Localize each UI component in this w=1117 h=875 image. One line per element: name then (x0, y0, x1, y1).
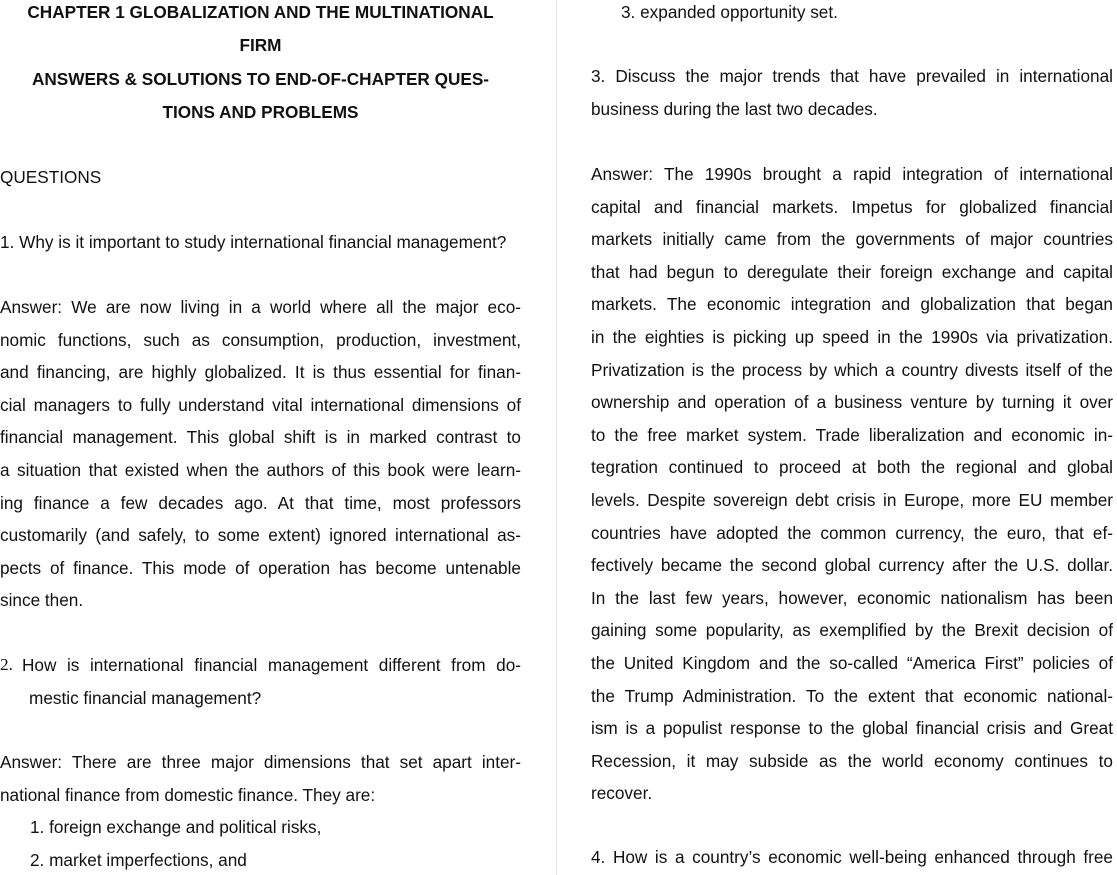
answer-3-line: the United Kingdom and the so-called “America First” policies of (591, 653, 1113, 673)
list-item-1: 1. foreign exchange and political risks, (30, 817, 322, 837)
chapter-title-line1: CHAPTER 1 GLOBALIZATION AND THE MULTINATIONAL (27, 2, 494, 22)
list-item-3: 3. expanded opportunity set. (621, 2, 838, 22)
answer-2-line: Answer: There are three major dimensions that set apart inter- (0, 752, 521, 772)
answer-1-line: pects of finance. This mode of operation has become untenable (0, 557, 521, 578)
answer-1-line: since then. (0, 590, 84, 611)
subtitle-line2: TIONS AND PROBLEMS (162, 102, 359, 122)
answer-1-line: ing finance a few decades ago. At that time, most professors (0, 492, 521, 513)
answer-3-line: countries have adopted the common currency, the euro, that ef- (591, 522, 1113, 543)
answer-3-line: tegration continued to proceed at both the regional and global (591, 457, 1113, 478)
right-page (591, 0, 1113, 875)
chapter-title-line2: FIRM (239, 35, 282, 55)
answer-3-line: Answer: The 1990s brought a rapid integration of international (591, 164, 1113, 184)
answer-3-line: the Trump Administration. To the extent that economic national- (591, 685, 1113, 706)
answer-1-line: Answer: We are now living in a world where all the major eco- (0, 297, 521, 317)
answer-1-line: a situation that existed when the authors of this book were learn- (0, 460, 521, 480)
answer-3-line: to the free market system. Trade liberalization and economic in- (591, 424, 1113, 445)
answer-3-line: recover. (591, 783, 653, 804)
answer-1-line: financial management. This global shift is in marked contrast to (0, 427, 521, 448)
question-2-line2: mestic financial management? (29, 688, 262, 708)
left-page (0, 0, 531, 875)
question-4: 4. How is a country’s economic well-being enhanced through free (591, 847, 1113, 867)
answer-3-line: levels. Despite sovereign debt crisis in Europe, more EU member (591, 490, 1113, 510)
question-3-line: 3. Discuss the major trends that have prevailed in international (591, 66, 1113, 86)
answer-1-line: and financing, are highly globalized. It is thus essential for finan- (0, 362, 521, 383)
question-3-line: business during the last two decades. (591, 98, 878, 119)
section-label: QUESTIONS (0, 167, 102, 187)
answer-1-line: cial managers to fully understand vital international dimensions of (0, 394, 521, 415)
answer-3-line: fectively became the second global currency after the U.S. dollar. (591, 555, 1113, 576)
answer-3-line: ownership and operation of a business venture by turning it over (591, 392, 1113, 413)
answer-3-line: Privatization is the process by which a country divests itself of the (591, 359, 1113, 380)
answer-1-line: nomic functions, such as consumption, production, investment, (0, 329, 521, 350)
question-1: 1. Why is it important to study international financial management? (0, 232, 507, 252)
question-2-number: 2. (0, 655, 13, 674)
answer-3-line: in the eighties is picking up speed in the 1990s via privatization. (591, 327, 1113, 347)
answer-3-line: Recession, it may subside as the world economy continues to (591, 750, 1113, 771)
list-item-2: 2. market imperfections, and (30, 850, 247, 870)
answer-3-line: gaining some popularity, as exemplified by the Brexit decision of (591, 620, 1113, 641)
answer-3-line: In the last few years, however, economic nationalism has been (591, 587, 1113, 608)
answer-3-line: markets initially came from the governments of major countries (591, 229, 1113, 250)
answer-3-line: that had begun to deregulate their foreign exchange and capital (591, 261, 1113, 282)
answer-1-line: customarily (and safely, to some extent) ignored international as- (0, 525, 521, 546)
subtitle-line1: ANSWERS & SOLUTIONS TO END-OF-CHAPTER QUES- (31, 69, 490, 89)
answer-3-line: capital and financial markets. Impetus for globalized financial (591, 196, 1113, 217)
answer-3-line: ism is a populist response to the global financial crisis and Great (591, 718, 1113, 739)
question-2-line1: How is international financial management different from do- (22, 655, 521, 675)
answer-2-line: national finance from domestic finance. They are: (0, 784, 376, 805)
page-divider (556, 0, 557, 875)
answer-3-line: markets. The economic integration and globalization that began (591, 294, 1113, 315)
